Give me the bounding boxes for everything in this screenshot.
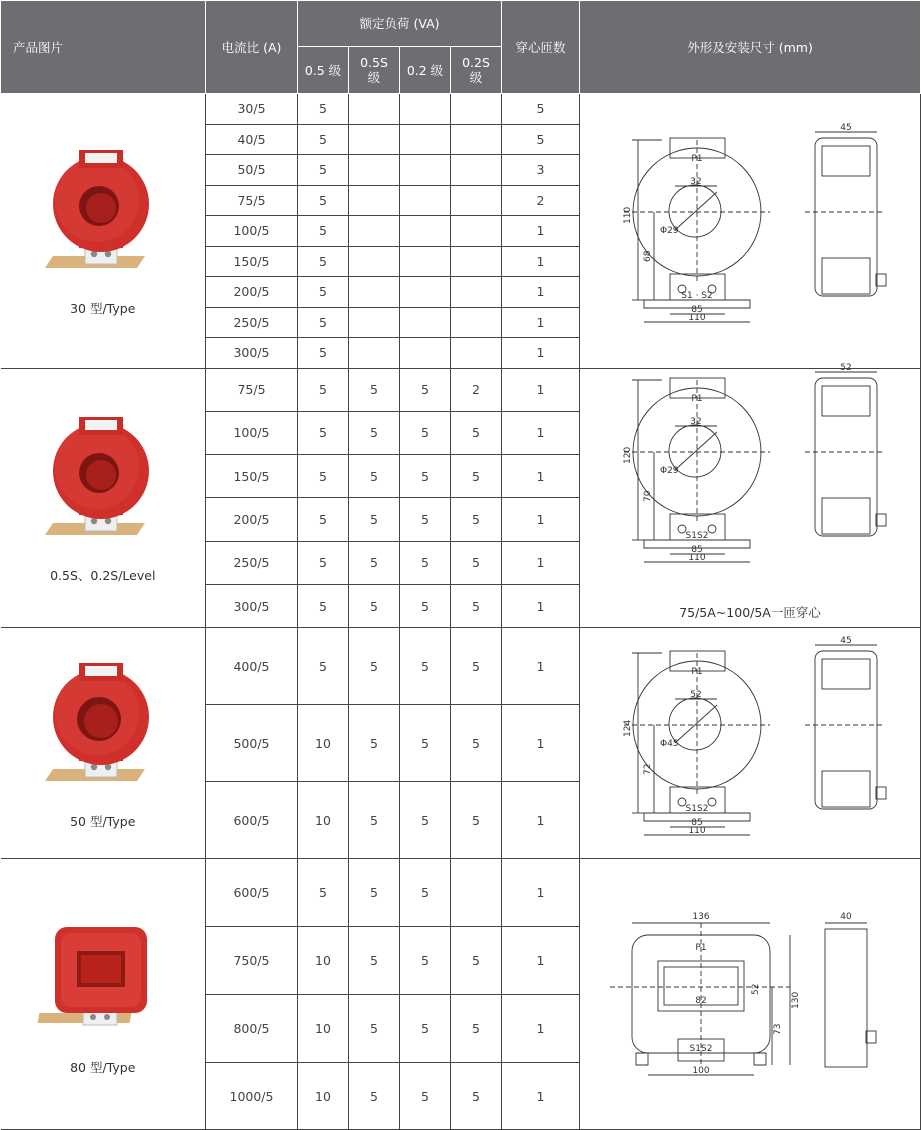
grade-05-cell: 5	[298, 216, 349, 247]
grade-02s-cell	[451, 124, 502, 155]
side-width-label: 52	[840, 363, 852, 374]
top-label: P1	[691, 154, 703, 165]
header-grade-02s: 0.2S 级	[451, 47, 502, 94]
header-grade-02: 0.2 级	[400, 47, 451, 94]
turns-cell: 1	[502, 1062, 580, 1130]
grade-02s-cell: 5	[451, 782, 502, 859]
turns-cell: 1	[502, 455, 580, 498]
ratio-cell: 500/5	[206, 705, 298, 782]
ratio-cell: 100/5	[206, 216, 298, 247]
table-row	[1, 94, 921, 125]
turns-cell: 3	[502, 155, 580, 186]
side-width-label: 45	[840, 123, 852, 134]
grade-02-cell	[400, 277, 451, 308]
grade-05s-cell	[349, 155, 400, 186]
dimension-drawing-cell	[580, 94, 921, 369]
dimension-drawing-cell	[580, 859, 921, 1130]
grade-02s-cell	[451, 338, 502, 369]
hole-diameter-label: Φ29	[660, 466, 679, 477]
grade-05s-cell: 5	[349, 705, 400, 782]
ratio-cell: 300/5	[206, 338, 298, 369]
grade-05-cell: 5	[298, 541, 349, 584]
ratio-cell: 50/5	[206, 155, 298, 186]
grade-05s-cell	[349, 246, 400, 277]
product-caption: 30 型/Type	[70, 301, 136, 317]
grade-02s-cell: 5	[451, 1062, 502, 1130]
header-turns: 穿心匝数	[502, 1, 580, 94]
header-grade-05s: 0.5S 级	[349, 47, 400, 94]
grade-02s-cell	[451, 246, 502, 277]
grade-05-cell: 10	[298, 705, 349, 782]
grade-02s-cell	[451, 155, 502, 186]
grade-02-cell	[400, 94, 451, 125]
side-width-label: 45	[840, 635, 852, 646]
grade-05s-cell: 5	[349, 927, 400, 995]
grade-05-cell: 5	[298, 185, 349, 216]
turns-cell: 1	[502, 628, 580, 705]
ratio-cell: 75/5	[206, 368, 298, 411]
table-row	[1, 859, 921, 927]
grade-02s-cell	[451, 859, 502, 927]
ratio-cell: 600/5	[206, 782, 298, 859]
grade-02s-cell	[451, 277, 502, 308]
grade-05-cell: 5	[298, 307, 349, 338]
grade-05s-cell: 5	[349, 994, 400, 1062]
turns-cell: 1	[502, 307, 580, 338]
center-height-label: 68	[643, 250, 654, 263]
center-height-label: 72	[643, 763, 654, 775]
ratio-cell: 150/5	[206, 455, 298, 498]
turns-cell: 1	[502, 859, 580, 927]
base-width-label: 85	[691, 545, 703, 556]
window-width-label: 52	[690, 689, 702, 700]
hole-diameter-label: Φ29	[660, 226, 679, 237]
header-product-image: 产品图片	[1, 1, 206, 94]
grade-02-cell: 5	[400, 584, 451, 627]
grade-02-cell: 5	[400, 368, 451, 411]
grade-02s-cell: 5	[451, 705, 502, 782]
grade-02s-cell	[451, 185, 502, 216]
grade-02-cell	[400, 246, 451, 277]
dimension-drawing-cell	[580, 363, 921, 628]
grade-02s-cell: 5	[451, 628, 502, 705]
grade-05s-cell	[349, 124, 400, 155]
product-caption: 0.5S、0.2S/Level	[50, 568, 156, 584]
dimension-drawing	[600, 123, 900, 324]
turns-cell: 1	[502, 541, 580, 584]
total-height-label: 130	[791, 992, 802, 1010]
grade-02-cell: 5	[400, 411, 451, 454]
grade-02s-cell	[451, 216, 502, 247]
product-photo	[43, 913, 163, 1046]
table-row	[1, 628, 921, 705]
turns-cell: 1	[502, 411, 580, 454]
base-width-label: 100	[692, 1066, 710, 1077]
grade-05-cell: 5	[298, 94, 349, 125]
center-height-label: 70	[643, 490, 654, 503]
grade-05-cell: 5	[298, 124, 349, 155]
total-width-label: 110	[688, 553, 706, 564]
total-height-label: 124	[623, 719, 634, 737]
dimension-drawing	[600, 635, 900, 837]
product-image-cell	[1, 628, 206, 859]
grade-02s-cell	[451, 307, 502, 338]
ratio-cell: 600/5	[206, 859, 298, 927]
grade-02-cell	[400, 185, 451, 216]
grade-05-cell: 5	[298, 455, 349, 498]
grade-05s-cell: 5	[349, 584, 400, 627]
total-height-label: 120	[623, 447, 634, 465]
terminal-label: S1 · S2	[681, 291, 713, 302]
grade-05s-cell	[349, 277, 400, 308]
product-photo	[45, 657, 160, 800]
header-grade-05: 0.5 级	[298, 47, 349, 94]
grade-02s-cell	[451, 94, 502, 125]
grade-05s-cell: 5	[349, 782, 400, 859]
turns-cell: 1	[502, 584, 580, 627]
header-rated-burden: 额定负荷 (VA)	[298, 1, 502, 47]
total-height-label: 110	[623, 207, 634, 225]
total-width-label: 110	[688, 313, 706, 324]
product-photo	[45, 411, 160, 554]
grade-05-cell: 10	[298, 1062, 349, 1130]
window-width-label: 32	[690, 177, 702, 188]
grade-02-cell: 5	[400, 1062, 451, 1130]
drawing-note: 75/5A~100/5A一匝穿心	[679, 605, 821, 621]
product-image-cell	[1, 94, 206, 369]
product-image-cell	[1, 859, 206, 1130]
grade-02s-cell: 5	[451, 498, 502, 541]
grade-05s-cell: 5	[349, 411, 400, 454]
ratio-cell: 30/5	[206, 94, 298, 125]
ratio-cell: 750/5	[206, 927, 298, 995]
turns-cell: 2	[502, 185, 580, 216]
ratio-cell: 100/5	[206, 411, 298, 454]
turns-cell: 1	[502, 994, 580, 1062]
product-caption: 50 型/Type	[70, 813, 136, 829]
turns-cell: 1	[502, 277, 580, 308]
ratio-cell: 40/5	[206, 124, 298, 155]
terminal-label: S1S2	[685, 803, 709, 814]
turns-cell: 1	[502, 498, 580, 541]
top-label: P1	[691, 666, 703, 677]
grade-05-cell: 5	[298, 859, 349, 927]
grade-02-cell: 5	[400, 628, 451, 705]
grade-05s-cell: 5	[349, 498, 400, 541]
grade-02-cell: 5	[400, 498, 451, 541]
grade-05s-cell: 5	[349, 1062, 400, 1130]
grade-05s-cell: 5	[349, 859, 400, 927]
grade-02s-cell: 5	[451, 455, 502, 498]
grade-05-cell: 10	[298, 994, 349, 1062]
grade-02-cell: 5	[400, 782, 451, 859]
ratio-cell: 200/5	[206, 277, 298, 308]
header-current-ratio: 电流比 (A)	[206, 1, 298, 94]
grade-05s-cell	[349, 185, 400, 216]
table-row	[1, 368, 921, 411]
grade-02-cell	[400, 307, 451, 338]
product-photo	[45, 144, 160, 287]
turns-cell: 5	[502, 94, 580, 125]
ratio-cell: 150/5	[206, 246, 298, 277]
dimension-drawing-cell	[580, 628, 921, 859]
turns-cell: 1	[502, 782, 580, 859]
grade-05-cell: 5	[298, 411, 349, 454]
grade-05-cell: 5	[298, 628, 349, 705]
ratio-cell: 400/5	[206, 628, 298, 705]
base-width-label: 85	[691, 305, 703, 316]
ratio-cell: 1000/5	[206, 1062, 298, 1130]
grade-02-cell: 5	[400, 541, 451, 584]
dimension-drawing	[600, 905, 900, 1080]
grade-05-cell: 5	[298, 584, 349, 627]
ratio-cell: 250/5	[206, 307, 298, 338]
ratio-cell: 200/5	[206, 498, 298, 541]
ratio-cell: 800/5	[206, 994, 298, 1062]
grade-05-cell: 10	[298, 782, 349, 859]
window-width-label: 32	[690, 417, 702, 428]
turns-cell: 1	[502, 927, 580, 995]
grade-05-cell: 5	[298, 155, 349, 186]
grade-05-cell: 5	[298, 246, 349, 277]
grade-05s-cell: 5	[349, 455, 400, 498]
header-dimensions: 外形及安装尺寸 (mm)	[580, 1, 921, 94]
grade-05-cell: 5	[298, 338, 349, 369]
ratio-cell: 300/5	[206, 584, 298, 627]
grade-05s-cell	[349, 338, 400, 369]
grade-05s-cell: 5	[349, 541, 400, 584]
grade-02s-cell: 5	[451, 411, 502, 454]
turns-cell: 1	[502, 368, 580, 411]
grade-05s-cell	[349, 216, 400, 247]
grade-02-cell: 5	[400, 705, 451, 782]
grade-02-cell	[400, 124, 451, 155]
window-width-label: 82	[695, 996, 707, 1007]
dimension-drawing	[600, 363, 900, 599]
grade-02s-cell: 5	[451, 927, 502, 995]
turns-cell: 1	[502, 705, 580, 782]
grade-05-cell: 5	[298, 277, 349, 308]
grade-05s-cell	[349, 94, 400, 125]
grade-05-cell: 5	[298, 498, 349, 541]
grade-02s-cell: 5	[451, 584, 502, 627]
ratio-cell: 250/5	[206, 541, 298, 584]
grade-02s-cell: 2	[451, 368, 502, 411]
terminal-label: S1S2	[685, 531, 709, 542]
grade-05s-cell	[349, 307, 400, 338]
grade-02-cell	[400, 155, 451, 186]
grade-02-cell: 5	[400, 994, 451, 1062]
grade-05s-cell: 5	[349, 368, 400, 411]
grade-02-cell	[400, 216, 451, 247]
side-width-label: 40	[840, 912, 852, 923]
product-image-cell	[1, 368, 206, 628]
grade-05s-cell: 5	[349, 628, 400, 705]
top-label: P1	[695, 943, 707, 954]
grade-02-cell: 5	[400, 859, 451, 927]
grade-05-cell: 10	[298, 927, 349, 995]
ratio-cell: 75/5	[206, 185, 298, 216]
base-width-label: 85	[691, 817, 703, 828]
total-width-label: 110	[688, 825, 706, 836]
spec-table-body	[1, 94, 921, 1130]
turns-cell: 1	[502, 246, 580, 277]
terminal-label: S1S2	[689, 1044, 713, 1055]
grade-02s-cell: 5	[451, 541, 502, 584]
center-height-label: 73	[773, 1023, 784, 1036]
grade-02-cell: 5	[400, 927, 451, 995]
top-label: P1	[691, 394, 703, 405]
grade-02-cell: 5	[400, 455, 451, 498]
top-width-label: 136	[692, 912, 710, 923]
turns-cell: 5	[502, 124, 580, 155]
turns-cell: 1	[502, 338, 580, 369]
grade-02-cell	[400, 338, 451, 369]
grade-05-cell: 5	[298, 368, 349, 411]
window-height-label: 52	[751, 983, 762, 996]
hole-diameter-label: Φ45	[660, 738, 679, 749]
product-caption: 80 型/Type	[70, 1059, 136, 1075]
turns-cell: 1	[502, 216, 580, 247]
grade-02s-cell: 5	[451, 994, 502, 1062]
